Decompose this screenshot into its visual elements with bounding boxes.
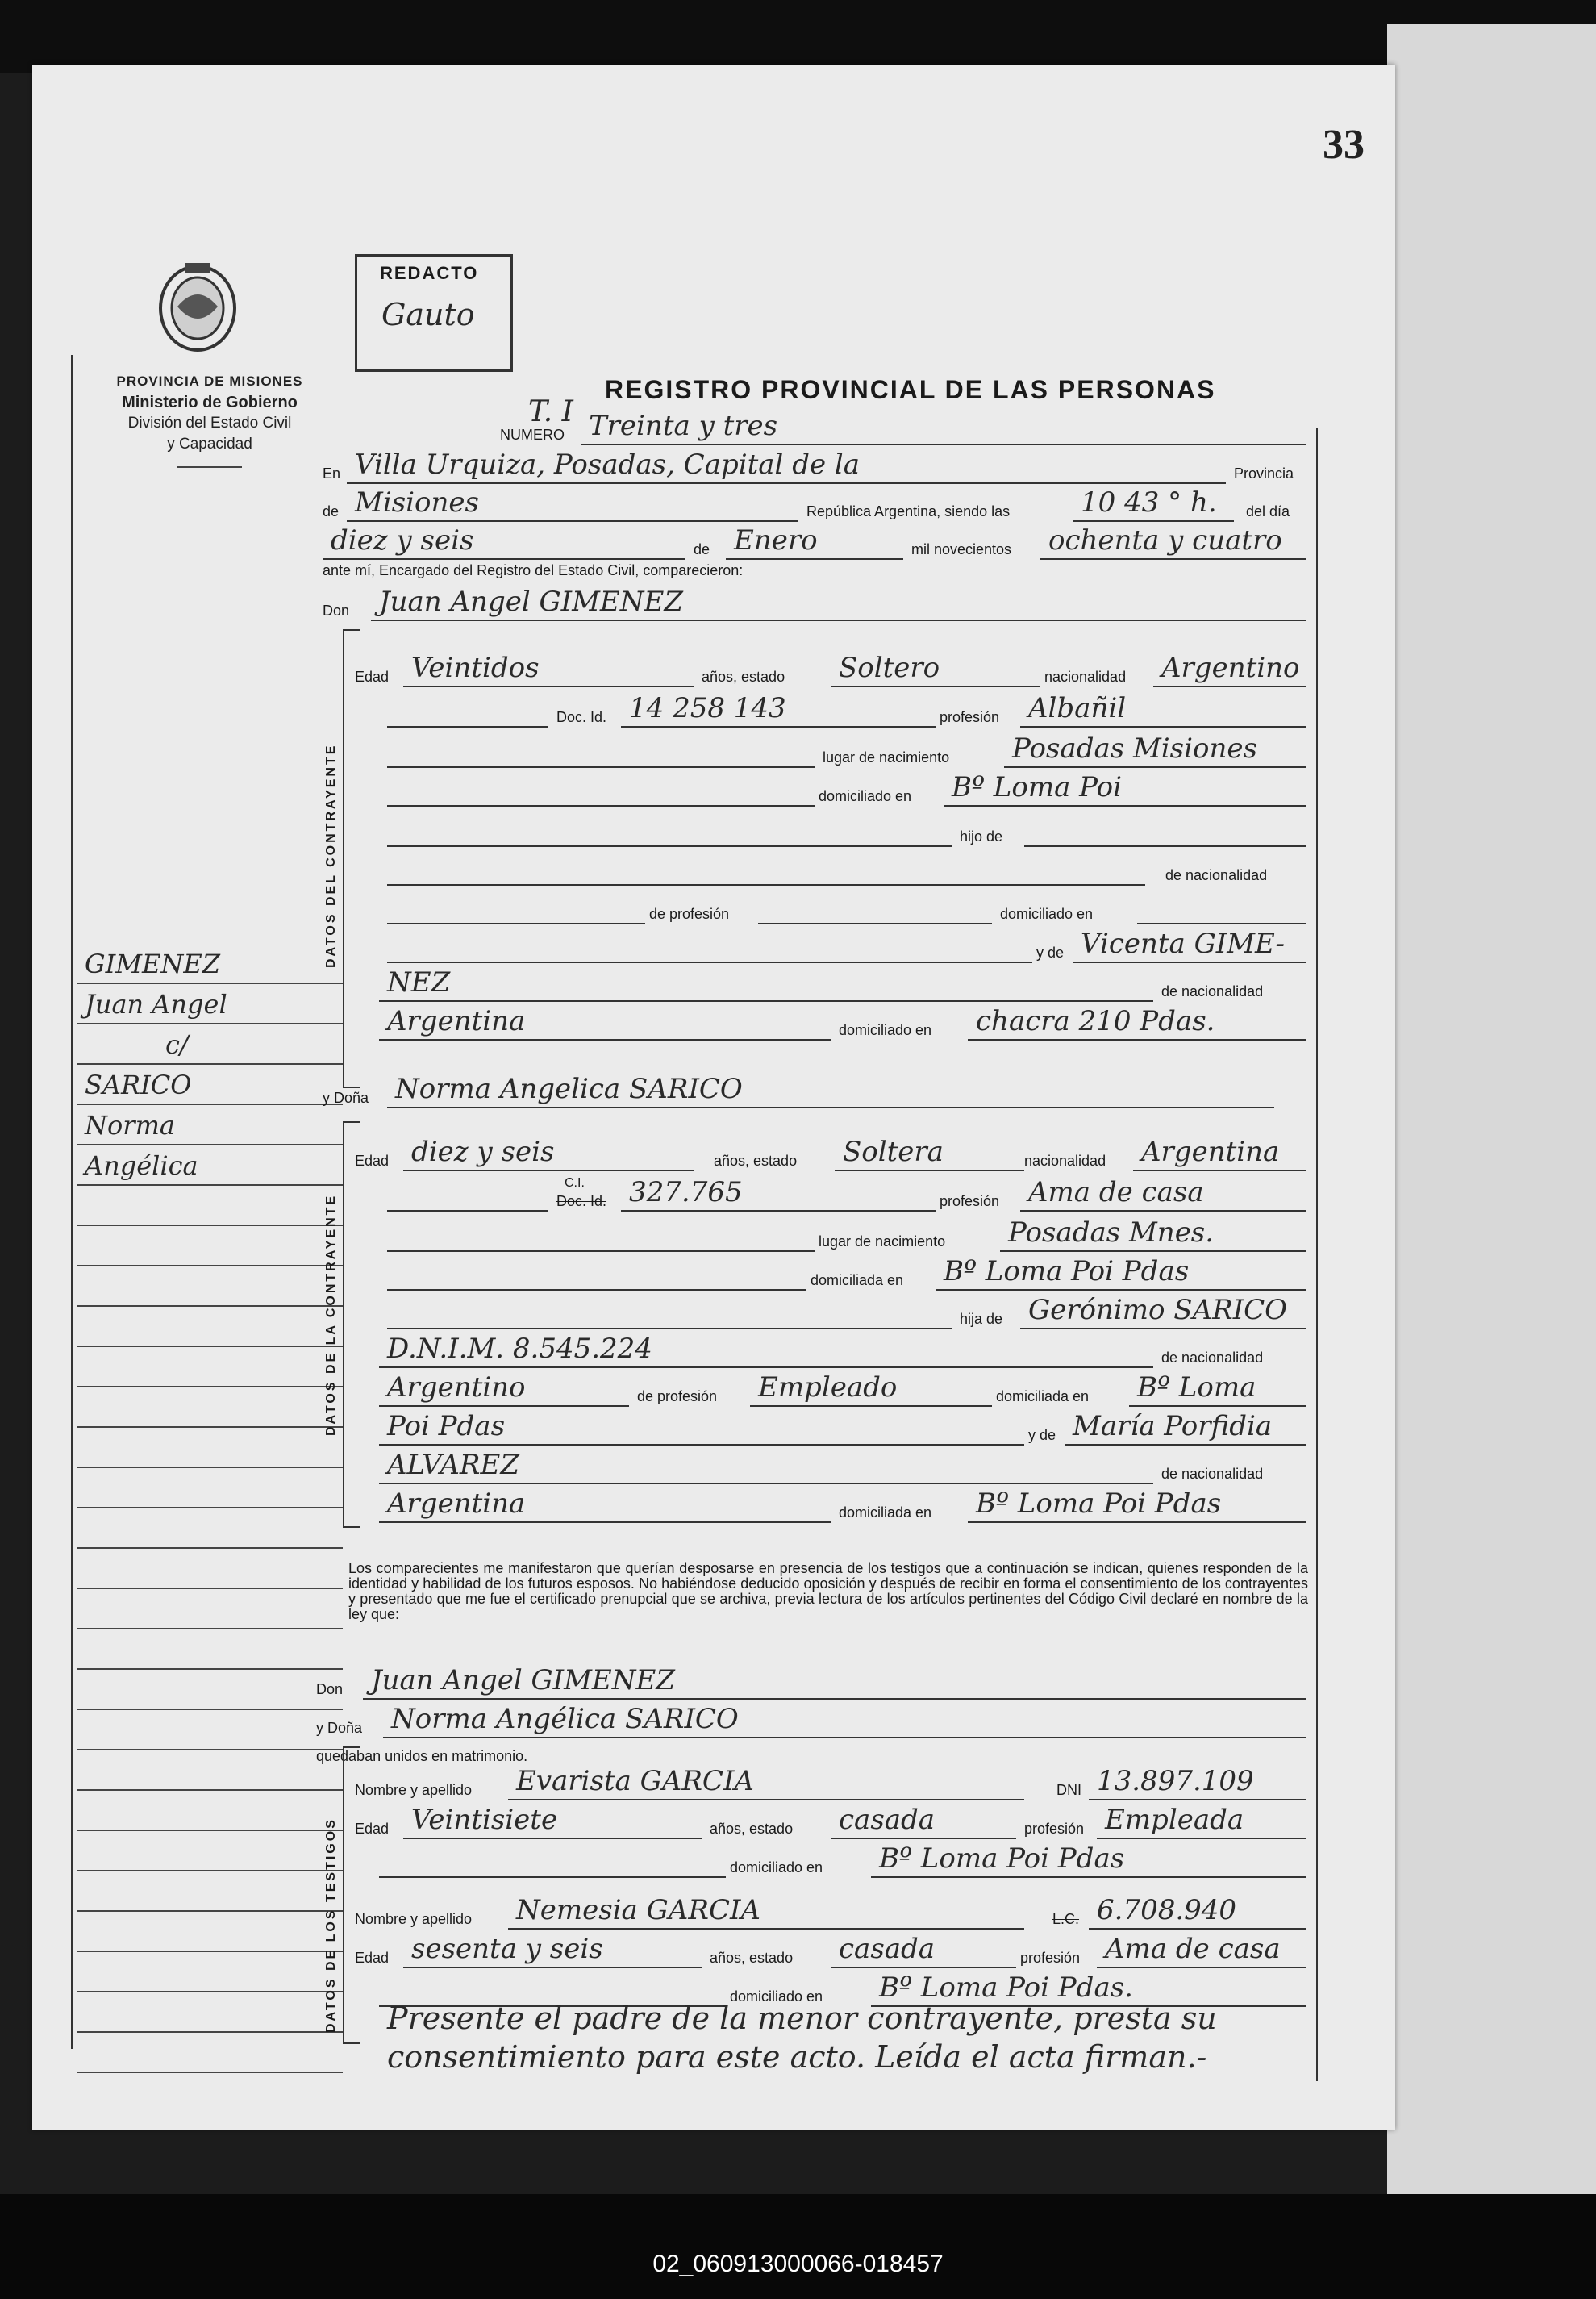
en-label: En	[323, 465, 341, 482]
row-lugar	[32, 450, 1323, 487]
t2-nombre-label: Nombre y apellido	[355, 1911, 473, 1927]
register-page	[32, 65, 1395, 2130]
row-f-hija	[32, 1296, 1323, 1333]
f-padre-dom-value: Bº Loma	[1137, 1371, 1256, 1404]
republica-label: República Argentina, siendo las	[806, 503, 1011, 519]
c-madre-value: Vicenta GIME-	[1081, 928, 1285, 960]
f-lugar-value: Posadas Mnes.	[1008, 1216, 1215, 1249]
redacto-label: REDACTO	[380, 263, 479, 283]
margin-line	[77, 1549, 343, 1589]
f-dom-value: Bº Loma Poi Pdas	[944, 1255, 1190, 1287]
margin-note: GIMENEZ	[85, 949, 220, 979]
f-padre-value: Gerónimo SARICO	[1028, 1294, 1288, 1326]
c-madre-cont-field	[379, 968, 1153, 1002]
c-nacionalidad-value: Argentino	[1161, 652, 1300, 684]
row-f-dom	[32, 1257, 1323, 1294]
margin-line	[77, 1589, 343, 1629]
f-doc-field	[621, 1178, 936, 1212]
c-de-nac2-label: de nacionalidad	[1161, 983, 1264, 999]
redacto-value: Gauto	[381, 297, 475, 332]
c-blank-field	[387, 852, 1145, 886]
c-doc-label: Doc. Id.	[556, 709, 607, 725]
f-blank-field	[387, 1178, 548, 1212]
f-anos-label: años, estado	[714, 1153, 798, 1169]
tomo-note: T. I	[528, 395, 573, 428]
contrayenta-value: Norma Angelica SARICO	[395, 1073, 743, 1105]
f-dom2-label: domiciliada en	[996, 1388, 1090, 1404]
c-hijo-label: hijo de	[960, 828, 1003, 845]
lugar-field	[347, 450, 1226, 484]
row-c-madre-dom	[32, 1007, 1323, 1044]
c-doc-value: 14 258 143	[629, 692, 786, 724]
t2-edad-field	[403, 1934, 702, 1968]
dona-label: y Doña	[323, 1090, 369, 1106]
anio-value: ochenta y cuatro	[1048, 524, 1282, 557]
f-doc-label: Doc. Id.	[556, 1193, 607, 1209]
t2-dom-label: domiciliado en	[730, 1988, 823, 2005]
row-c-madre	[32, 929, 1323, 966]
f-dom3-label: domiciliada en	[839, 1504, 932, 1521]
t1-prof-field	[1097, 1805, 1306, 1839]
f-padre-doc-value: D.N.I.M. 8.545.224	[387, 1333, 652, 1365]
c-prof-label: profesión	[940, 709, 1000, 725]
f-padre-dom-cont-value: Poi Pdas	[387, 1410, 506, 1442]
f-dom-label: domiciliada en	[811, 1272, 904, 1288]
t2-doc-label: L.C.	[1052, 1911, 1080, 1927]
f-prof-value: Ama de casa	[1028, 1176, 1204, 1208]
lugar-value: Villa Urquiza, Posadas, Capital de la	[355, 449, 861, 481]
t2-prof-label: profesión	[1020, 1950, 1081, 1966]
row-t1-dom	[32, 1844, 1323, 1881]
t2-doc-field	[1089, 1896, 1306, 1930]
scan-background-bottom	[0, 2194, 1596, 2299]
row-don	[32, 587, 1323, 624]
f-padre-prof-value: Empleado	[758, 1371, 898, 1404]
t1-edad-value: Veintisiete	[411, 1804, 558, 1836]
row-ante	[32, 547, 1323, 584]
c-dom-label: domiciliado en	[819, 788, 912, 804]
f-padre-nac-value: Argentino	[387, 1371, 526, 1404]
c-madre-dom-value: chacra 210 Pdas.	[976, 1005, 1215, 1037]
f-prof-field	[1020, 1178, 1306, 1212]
t1-dom-field	[871, 1844, 1306, 1878]
f-padre-dom-cont-field	[379, 1412, 1024, 1446]
f-edad-value: diez y seis	[411, 1136, 555, 1168]
de-label: de	[323, 503, 340, 519]
c-blank-field	[387, 813, 952, 847]
mil-label: mil novecientos	[911, 541, 1012, 557]
union-don-label: Don	[316, 1681, 344, 1697]
row-f-doc	[32, 1178, 1323, 1215]
f-edad-field	[403, 1137, 694, 1171]
dia-value: diez y seis	[331, 524, 474, 557]
provincia-label: Provincia	[1234, 465, 1294, 482]
c-prof-value: Albañil	[1028, 692, 1127, 724]
closing-line-1: Presente el padre de la menor contrayente, presta su	[387, 2001, 1217, 2036]
f-y-de-label: y de	[1028, 1427, 1056, 1443]
agency-province: PROVINCIA DE MISIONES	[116, 373, 303, 389]
row-t2-nombre	[32, 1896, 1323, 1933]
f-madre-dom-value: Bº Loma Poi Pdas	[976, 1487, 1222, 1520]
f-blank-field	[387, 1218, 815, 1252]
contrayente-value: Juan Angel GIMENEZ	[379, 586, 683, 618]
row-f-edad	[32, 1137, 1323, 1175]
row-c-lugar	[32, 734, 1323, 771]
f-estado-field	[835, 1137, 1024, 1171]
c-estado-field	[831, 653, 1040, 687]
quedaban-label: quedaban unidos en matrimonio.	[316, 1748, 528, 1764]
t2-anos-label: años, estado	[710, 1950, 794, 1966]
union-dona-label: y Doña	[316, 1720, 363, 1736]
f-prof-label: profesión	[940, 1193, 1000, 1209]
c-blank-field	[387, 734, 815, 768]
t1-doc-value: 13.897.109	[1097, 1765, 1254, 1797]
c-blank-field	[387, 929, 1032, 963]
c-madre-field	[1073, 929, 1306, 963]
c-edad-value: Veintidos	[411, 652, 540, 684]
c-nac-label: nacionalidad	[1044, 669, 1127, 685]
union-don-field	[363, 1666, 1306, 1700]
contrayenta-field	[387, 1074, 1274, 1108]
c-lugar-value: Posadas Misiones	[1012, 732, 1257, 765]
t1-dom-value: Bº Loma Poi Pdas	[879, 1842, 1125, 1875]
c-dom-field	[944, 773, 1306, 807]
row-c-prof	[32, 891, 1323, 928]
t1-dom-label: domiciliado en	[730, 1859, 823, 1876]
f-lugar-field	[1000, 1218, 1306, 1252]
t1-nombre-field	[508, 1767, 1024, 1800]
f-padre-dom-field	[1129, 1373, 1306, 1407]
f-blank-field	[387, 1257, 806, 1291]
agency-ministry: Ministerio de Gobierno	[122, 394, 298, 411]
c-blank-field	[758, 891, 992, 924]
t1-nombre-label: Nombre y apellido	[355, 1782, 473, 1798]
t1-estado-field	[831, 1805, 1016, 1839]
f-de-nac2-label: de nacionalidad	[1161, 1466, 1264, 1482]
c-y-de-label: y de	[1036, 945, 1065, 961]
row-c-doc	[32, 694, 1323, 731]
c-dom3-label: domiciliado en	[839, 1022, 932, 1038]
numero-field	[581, 411, 1306, 445]
row-c-nac	[32, 852, 1323, 889]
f-dom-field	[936, 1257, 1306, 1291]
c-doc-field	[621, 694, 936, 728]
t2-doc-value: 6.708.940	[1097, 1894, 1237, 1926]
row-c-edad	[32, 653, 1323, 691]
margin-note: Juan Angel	[85, 989, 227, 1020]
f-estado-value: Soltera	[843, 1136, 944, 1168]
c-nacionalidad-field	[1153, 653, 1306, 687]
row-f-lugar	[32, 1218, 1323, 1255]
c-de-nac-label: de nacionalidad	[1165, 867, 1268, 883]
ante-label: ante mí, Encargado del Registro del Estado Civil, comparecieron:	[323, 562, 744, 578]
contrayente-field	[371, 587, 1306, 621]
row-f-madre-nac	[32, 1450, 1323, 1487]
margin-note: Norma	[85, 1110, 175, 1141]
declaration-text: Los comparecientes me manifestaron que querían desposarse en presencia de los testigos que a continuación se indican, quienes responden de la identidad y habilidad de los futuros esposos. No habiéndose deducido oposición y después de recibir en forma el consentimiento de los contrayentes y presentado que me fue el certificado prenupcial que se archiva, previa lectura de los artículos pertinentes del Código Civil declaré en nombre de la ley que:	[348, 1560, 1308, 1622]
scan-background-right	[1387, 24, 1596, 2202]
c-madre-nac-value: Argentina	[387, 1005, 526, 1037]
section-contrayenta-label: DATOS DE LA CONTRAYENTE	[324, 1193, 338, 1436]
t2-nombre-field	[508, 1896, 1024, 1930]
scan-background-top	[0, 0, 1596, 73]
row-f-padre-prof	[32, 1373, 1323, 1410]
c-prof-field	[1020, 694, 1306, 728]
c-blank-field	[1137, 891, 1306, 924]
c-blank-field	[387, 773, 815, 807]
f-de-prof-label: de profesión	[637, 1388, 718, 1404]
t2-nombre-value: Nemesia GARCIA	[516, 1894, 760, 1926]
hora-field	[1073, 488, 1234, 522]
f-madre-nac-field	[379, 1489, 831, 1523]
f-madre-nac-value: Argentina	[387, 1487, 526, 1520]
numero-value: Treinta y tres	[589, 410, 778, 442]
f-doc-note: C.I.	[565, 1176, 585, 1190]
union-don-value: Juan Angel GIMENEZ	[371, 1664, 675, 1696]
f-padre-prof-field	[750, 1373, 992, 1407]
c-blank-field	[387, 891, 645, 924]
c-lugar-field	[1004, 734, 1306, 768]
row-t2-edad	[32, 1934, 1323, 1971]
c-hijo-field	[1024, 813, 1306, 847]
t2-edad-value: sesenta y seis	[411, 1933, 603, 1965]
mes-value: Enero	[734, 524, 818, 557]
t1-estado-value: casada	[839, 1804, 936, 1836]
c-edad-field	[403, 653, 694, 687]
union-dona-value: Norma Angélica SARICO	[391, 1703, 739, 1735]
t1-prof-label: profesión	[1024, 1821, 1085, 1837]
row-provincia	[32, 488, 1323, 525]
f-madre-field	[1065, 1412, 1306, 1446]
c-edad-label: Edad	[355, 669, 390, 685]
t1-edad-field	[403, 1805, 702, 1839]
hora-value: 10 43 ° h.	[1081, 486, 1217, 519]
c-anos-label: años, estado	[702, 669, 785, 685]
f-madre-dom-field	[968, 1489, 1306, 1523]
redacto-box	[355, 254, 513, 372]
row-c-dom	[32, 773, 1323, 810]
t1-nombre-value: Evarista GARCIA	[516, 1765, 754, 1797]
t1-edad-label: Edad	[355, 1821, 390, 1837]
margin-line	[77, 2033, 343, 2073]
f-blank-field	[387, 1296, 952, 1329]
row-t1-nombre	[32, 1767, 1323, 1804]
c-de-prof-label: de profesión	[649, 906, 730, 922]
f-madre-value: María Porfidia	[1073, 1410, 1273, 1442]
row-t1-edad	[32, 1805, 1323, 1842]
f-nacionalidad-field	[1133, 1137, 1306, 1171]
c-estado-value: Soltero	[839, 652, 940, 684]
row-dona	[32, 1074, 1323, 1112]
row-f-madre-dom	[32, 1489, 1323, 1526]
page-number: 33	[1323, 122, 1365, 168]
t2-prof-value: Ama de casa	[1105, 1933, 1281, 1965]
t2-estado-field	[831, 1934, 1016, 1968]
f-lugar-label: lugar de nacimiento	[819, 1233, 946, 1250]
f-madre-cont-field	[379, 1450, 1153, 1484]
provincia-field	[347, 488, 798, 522]
de2-label: de	[694, 541, 710, 557]
agency-capacity: y Capacidad	[167, 436, 252, 453]
margin-note: Angélica	[85, 1150, 198, 1181]
numero-label: NUMERO	[500, 427, 565, 443]
c-dom2-label: domiciliado en	[1000, 906, 1094, 922]
f-hija-label: hija de	[960, 1311, 1003, 1327]
f-padre-field	[1020, 1296, 1306, 1329]
margin-note: c/	[165, 1029, 189, 1060]
c-madre-cont-value: NEZ	[387, 966, 451, 999]
f-de-nac-label: de nacionalidad	[1161, 1350, 1264, 1366]
row-numero	[32, 411, 1323, 449]
f-doc-value: 327.765	[629, 1176, 743, 1208]
t2-dom-value: Bº Loma Poi Pdas.	[879, 1971, 1133, 2004]
t2-prof-field	[1097, 1934, 1306, 1968]
row-c-madre-nac	[32, 968, 1323, 1005]
f-nacionalidad-value: Argentina	[1141, 1136, 1280, 1168]
c-lugar-label: lugar de nacimiento	[823, 749, 950, 766]
t1-doc-field	[1089, 1767, 1306, 1800]
row-f-padre-doc	[32, 1334, 1323, 1371]
c-blank-field	[387, 694, 548, 728]
row-c-hijo	[32, 813, 1323, 850]
agency-division: División del Estado Civil	[127, 415, 292, 432]
section-testigos-label: DATOS DE LOS TESTIGOS	[324, 1817, 338, 2033]
f-padre-nac-field	[379, 1373, 629, 1407]
f-padre-doc-field	[379, 1334, 1153, 1368]
margin-note: SARICO	[85, 1070, 192, 1100]
f-nac-label: nacionalidad	[1024, 1153, 1106, 1169]
c-madre-nac-field	[379, 1007, 831, 1041]
provincia-value: Misiones	[355, 486, 479, 519]
margin-line	[77, 1629, 343, 1670]
del-dia-label: del día	[1246, 503, 1290, 519]
don-label: Don	[323, 603, 350, 619]
row-f-madre	[32, 1412, 1323, 1449]
section-contrayente-label: DATOS DEL CONTRAYENTE	[324, 743, 338, 968]
form-title: REGISTRO PROVINCIAL DE LAS PERSONAS	[605, 375, 1216, 404]
c-dom-value: Bº Loma Poi	[952, 771, 1122, 803]
t1-anos-label: años, estado	[710, 1821, 794, 1837]
t1-prof-value: Empleada	[1105, 1804, 1244, 1836]
c-madre-dom-field	[968, 1007, 1306, 1041]
row-union-don	[32, 1666, 1323, 1703]
t1-doc-label: DNI	[1056, 1782, 1081, 1798]
t1-blank-field	[379, 1844, 726, 1878]
t2-edad-label: Edad	[355, 1950, 390, 1966]
f-edad-label: Edad	[355, 1153, 390, 1169]
closing-line-2: consentimiento para este acto. Leída el acta firman.-	[387, 2039, 1207, 2075]
provincial-seal-icon	[153, 258, 242, 355]
file-caption: 02_060913000066-018457	[652, 2251, 944, 2277]
t2-estado-value: casada	[839, 1933, 936, 1965]
f-madre-cont-value: ALVAREZ	[387, 1449, 519, 1481]
